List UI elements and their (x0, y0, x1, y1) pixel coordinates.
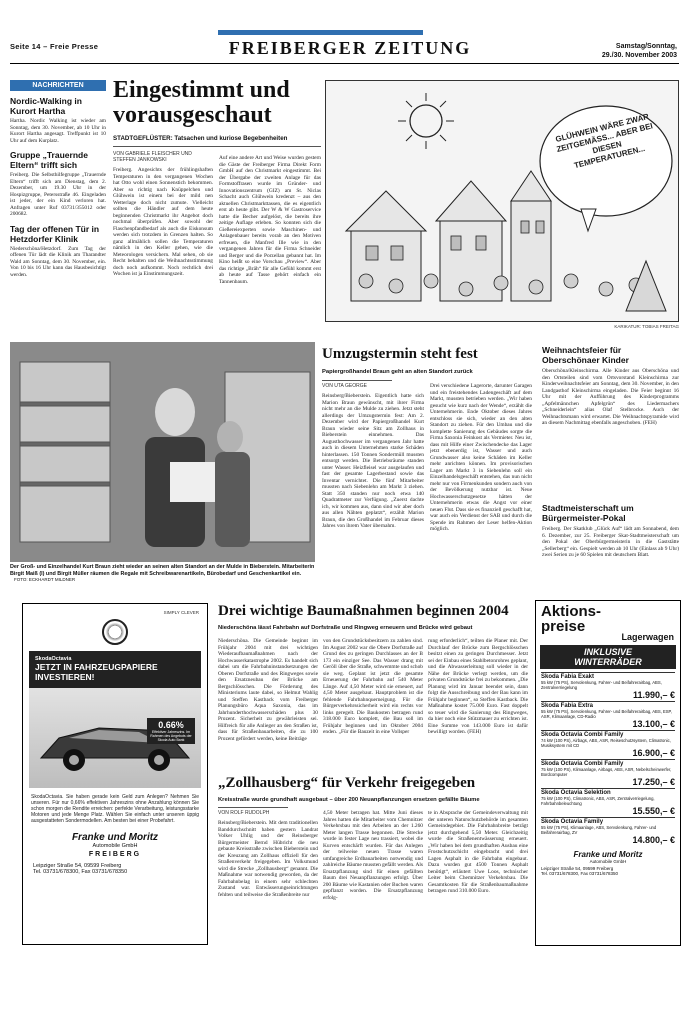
aktion-dealer-name: Franke und Moritz (573, 850, 643, 859)
lead-headline-line1: Eingestimmt und (113, 77, 290, 103)
news-item-body: Hartha. Nordic Walking ist wieder am Sonntag, dem 30. November, ab 10 Uhr in Kurort Hartha angesagt. Treffpunkt ist 10 Uhr auf dem Kurplatz. (10, 118, 106, 144)
offer-price: 16.900,– € (632, 748, 675, 758)
news-item-1 (10, 96, 106, 144)
ad-rate-note: Effektiver Jahreszins. Im Rahmen des Angebots der Skoda Auto Bank (150, 730, 192, 742)
offer-item (541, 672, 675, 701)
offer-price: 15.550,– € (632, 806, 675, 816)
zoll-column-2: 4,50 Meter betragen hat. Mitte Juni dieses Jahres hatten die Mitarbeiter vom Chemnitzer Verkehrsbau mit den Arbeiten an der 1.260 Meter langen Trasse begonnen. Die Strecke wurde in fester Lage neu trassiert, wobei die Kurven entschärft wurden. Für das Anlegen der teilweise neuen Trasse waren umfangreiche Erdbauarbeiten notwendig und zahlreiche Bäume mussten gefällt werden. Als Ersatzpflanzung sind für einen gefällten Baum drei Neuanpflanzungen erfolgt. Über 200 Bäume wie Kastanien oder Buchen waren gepflanzt worden. Die Ersatzpflanzung erfolg- (323, 810, 423, 901)
aktion-dealer-logo (536, 850, 680, 864)
photo-caption (10, 564, 315, 584)
offer-item (541, 817, 675, 846)
aktionspreise-ad (535, 600, 681, 946)
ad-address: Leipziger Straße 54, 09599 Freiberg (33, 863, 122, 869)
offer-item (541, 701, 675, 730)
umzug-column-1: Reinsberg/Bieberstein. Eigentlich hatte sich Marion Braun gewünscht, mit ihrer Firma nicht mehr an die Mulde zu ziehen. Jetzt steht allerdings der Umzugstermin fest: Am 2. Dezember wird der Papiergroßhandel Kurt Braun wieder seine Sitz am Zollhaus in Bieberstein einnehmen. Das Augusthochwasser im vergangenen Jahr hatte auch in diesem Unternehmen starke Schäden hinterlassen. 150 Tonnen Sondermüll mussten entsorgt werden. Die Betriebsräume standen unter Wasser. Heizfleisel war ausgelaufen und fast der gesamte Lagerbestand sowie das Inventar vernichtet. Die fünf Mitarbeiter mussten nach Siebenlehn am Markt 3 ziehen. Statt 350 standen nur noch etwa 140 Quadratmeter zur Verfügung. „Zuerst dachte ich, wir kommen aus, dann sind wir aber doch aus allen Nähten geplatzt“, erzählt Marion Braun, die den Großhandel im Februar dieses Jahres von ihrem Vater übernahm. (322, 393, 424, 529)
umzug-rule (322, 380, 392, 381)
zoll-rule (218, 807, 288, 808)
offer-description: 75 kW (100 PS), Climatronic, ABS, ASR, Zentralverriegelung, Fahrbahnbeleuchtung (541, 796, 655, 806)
photo-caption-text: Der Groß- und Einzelhandel Kurt Braun zieht wieder an seinen alten Standort an der Mulde in Bieberstein. Mitarbeiterin Birgit Maiß (l) und Birgit Müller räumen die Regale mit Schreibwarenartikeln, Bürobedarf und Geschenkartikel ein. (10, 564, 315, 577)
offer-description: 55 kW (75 PS), Klimaanlage, ABS, Servolenkung, Fahrer- und Beifahrerairbag, ZV (541, 825, 657, 835)
skat-body: Freiberg. Der Skatklub „Glück Auf“ lädt am Sonnabend, dem 6. Dezember, zur 25. Freiberger Skat-Stadtmeisterschaft um den Pokal der Oberbürgermeisterin in die Gaststätte „Sellerberg“ ein. Gespielt werden ab 10 Uhr (Einlass ab 9 Uhr) zwei Serien zu je 60 Spielen mit deutschem Blatt. (542, 526, 679, 558)
weihnacht-body: Oberschöna/Kleinschirma. Alle Kinder aus Oberschöna und den Ortsteilen sind vom Ortsvorstand Kleinschirma zur Kinderweihnachtsfeier am Sonntag, dem 30. November, in den Landgasthof Kleinschirma eingeladen. Die Feier beginnt 16 Uhr mit der Aufführung des Kinderprogramms „Apfelmännchen Apfelgrün“ des Liedermachers „Schneiderlein“ alias Olaf Stelbrocke. Auch der Weihnachtsmann wird erwartet. Die Weihnachtspyramide wird an diesem Nachmittag ebenfalls angeschoben. (FEH) (542, 368, 679, 426)
ad-rate: 0.66% (158, 720, 184, 730)
ad-dealer-sub: Automobile GmbH (92, 843, 138, 849)
offer-description: 74 kW (100 PS), Airbags, ABS, ASR, Reiseschutzsystem, Climatronic, Musiksystem mit CD (541, 738, 671, 748)
offer-description: 55 kW (75 PS), Servolenkung, Fahrer- und Beifahrerairbag, ABS, Zentralverriegelung (541, 680, 662, 690)
lead-headline (113, 78, 323, 128)
ad-model: SkodaOctavia (35, 656, 72, 662)
offer-item (541, 788, 675, 817)
page-reference: Seite 14 – Freie Presse (10, 42, 99, 51)
newspaper-masthead: FREIBERGER ZEITUNG (228, 38, 472, 58)
offer-name: Skoda Octavia Combi Family (541, 761, 624, 767)
umzug-column-2: Drei verschiedene Lagerorte, darunter Garagen und ein freistehendes Ladengeschäft auf dem Markt, mussten betrieben werden. „Wir haben gesucht wie kurz nach der Wende“, erzählt die Unternehmerin. Ende Oktober dieses Jahres entschloss sie sich, wieder an den alten Standort zu ziehen. Für den Umbau und die komplette Sanierung des Gebäudes sorgte die Firma Saxonia Feinkost als Vermieter. Neu ist, dass mit Hilfe einer Zwischendecke das Lager jetzt ebenerdig ist, Wasser und auch Grundwasser also keine Schäden im Keller mehr anrichten können. Im provisorischen Lager am Markt 3 in Siebenlehn soll ein Einzelhandelsgeschäft entstehen, das nun nicht mehr nur von Firmenkunden sondern auch von der Bevölkerung nutzbar ist. Neue Hochwasserschutzgesetze hätten der Unternehmerin etwas die Angst vor einer neuen Flut. Dass sie es finanziell geschafft hat, war auch ein Verdienst der SAB und durch die Spende im Rahmen der Leser helfen-Aktion möglich. (430, 383, 532, 532)
offer-list (536, 672, 680, 846)
ad-dealer-logo (23, 832, 207, 858)
news-sidebar-label: NACHRICHTEN (10, 80, 106, 91)
news-item-2 (10, 150, 106, 218)
offer-name: Skoda Octavia Combi Family (541, 732, 624, 738)
ad-dealer-name: Franke und Moritz (71, 832, 159, 843)
offer-name: Skoda Fabia Exakt (541, 674, 595, 680)
offer-price: 11.990,– € (632, 690, 675, 700)
bau-headline: Drei wichtige Baumaßnahmen beginnen 2004 (218, 603, 509, 619)
skat-article (542, 503, 679, 584)
weihnacht-article (542, 345, 679, 510)
skat-headline: Stadtmeisterschaft um Bürgermeister-Pokal (542, 503, 634, 523)
aktion-title-line1: Aktions- (541, 603, 601, 620)
umzug-byline: VON UTA GEORGE (322, 383, 367, 389)
offer-price: 14.800,– € (632, 835, 675, 845)
zoll-headline: „Zollhausberg“ für Verkehr freigegeben (218, 775, 476, 791)
offer-price: 13.100,– € (632, 719, 675, 729)
news-photo-warehouse (10, 342, 315, 562)
lead-column-2: Auf eine andere Art und Weise wurden gestern die Gäste der Freiberger Firma Direkt Form GmbH auf den Christmarkt eingestimmt. Bei der Übergabe der zweiten Anlage für das Formstoffrasen wurde im Gründer- und Innovationszentrum (GIZ) am St. Niclas Schacht auch Glühwein kredenzt – aus den aktuellen Christmarkttassen, die es eigentlich erst ab heute gibt. Der W & W Gastroservice hatte die Becher aufgelöst, die bereits ihre zeitige Auflage erleben. So konnten sich die Gießereiexperten sowie Maschinen- und Anlagenbauer bereits vorab an den Motiven erfreuen, die Manfred Ille wie in den vergangenen Jahren für die Firma Schneider und Berger und die Porzellan gebannt hat. Im Kino heißt so eine Vorschau „Preview“. Aber das richtige „Bräh“ für alle Gefühl kommt erst ab heute auf Tasse gehört einfach ein Tannenbaum. (219, 155, 321, 285)
bau-column-3: rung erforderlich“, teilten die Planer mit. Der Durchlauf der Brücke zum Bergschlösschen besitzt einen zu geringen Durchmesser. Jetzt sei der Einbau eines Stahlbetonrohres geplant, und die Abwasserleitung soll wieder in der Nähe der Brücke verlegt werden, um die privaten Grundstücke frei zu bekommen. „Die Planung wird im Januar beendet sein, dann folgt die Ausschreibung und der Bau kann im Frühjahr beginnen“, so Steffen Kastback. Die Maßnahme kostet 75.000 Euro. Fast doppelt so teuer wird die Sanierung des Ringweges, da hier noch eine Stützmauer zu errichten ist. Eine Summe von 143.000 Euro ist dafür bewilligt worden. (FEH) (428, 638, 528, 735)
bau-column-2: von den Grundstücksbesitzern zu zahlen sind. Im August 2002 war die Obere Dorfstraße auf Grund des zu geringen Durchlasses an der B 173 ein einziger See. Das Wasser drang mit Geröll über die Straße, schwemmte und schob sie weg. Geplant ist jetzt die gesamte Erneuerung der Fahrbahn auf 540 Meter Länge. Auf 4,50 Meter wird sie erneuert, auf 4,50 Meter ausgebaut. Hauptproblem ist die fehlende Fahrbahnquerneigung. Für die Bürgerverkehrssicherheit wird ein rechts vor links geregelt. Die Baukosten betragen rund 318.000 Euro komplett, die Bau soll im Frühjahr beginnen und im Oktober 2004 enden. „Für die Bauzeit in eine Vollsper (323, 638, 423, 735)
zoll-column-1: Reinsberg/Bieberstein. Mit dem traditionellen Banddurchschnitt haben gestern Landrat Volker Uhlig und der Reinsberger Bürgermeister Bernd Hübricht die neu gebaute Kreisstraße zwischen Bieberstein und der Kreuzung am Zollhaus offiziell für den Straßenverkehr freigegeben. Im Volksmund wird die Strecke „Zollhausberg“ genannt. Die Maßnahme war notwendig geworden, da der Fahrbahnbelag in einem sehr schlechten Zustand war. Entwässerungseinrichtungen fehlten und teilweise die Straßenbreite nur (218, 820, 318, 898)
lead-headline-line2: vorausgeschaut (113, 102, 272, 128)
lead-column-1: Freiberg. Angesichts der frühlingshaften Temperaturen in den vergangenen Wochen hat Otto wohl einen Sonnenstich bekommen. Aber so richtig nach Knüppelchen und Glühwein ist einem bei der mild nen Wetterlage doch nicht zumute. Vielleicht sollten die Händler auf dem heute beginnenden Christmarkt ihr Angebot doch nochmal überprüfen. Aber sowohl der Flaschenpfandbedarf als auch die Eiskonsum werden sich trotzdem in Grenzen halten. So ganz allmählich sollen die Temperaturen nämlich in den Keller gehen, wie die Meteorologen versichern. Mal sehen, ob sie Recht behalten und die Weihnachtsstimmung doch noch aufkommt. Noch rechtlich drei Wochen ist ja Einstimmungszeit. (113, 167, 213, 277)
photo-scene (10, 342, 315, 562)
aktion-subtitle: Lagerwagen (621, 632, 674, 642)
zoll-byline: VON ROLF RUDOLPH (218, 810, 270, 816)
photo-credit: FOTO: ECKHARDT MILDNER (14, 577, 76, 582)
issue-date (602, 42, 677, 60)
aktion-banner-line2: WINTERRÄDER (574, 657, 642, 667)
offer-name: Skoda Fabia Extra (541, 703, 594, 709)
editorial-cartoon (325, 80, 679, 322)
aktion-banner (540, 645, 676, 669)
issue-date-line1: Samstag/Sonntag, (615, 43, 677, 50)
offer-item (541, 759, 675, 788)
ad-rate-badge (147, 718, 195, 744)
cartoon-speech-text: GLÜHWEIN WÄRE ZWAR ZEITGEMÄSS... ABER BEI DIESEN TEMPERATUREN... (554, 111, 654, 171)
lead-byline: VON GABRIELE FLEISCHER UND STEFFEN JANKOWSKI (113, 151, 192, 163)
ad-body: SkodaOctavia. Sie haben gerade kein Geld zum Anlegen? Nehmen Sie unseren. Für nur 0,66% effektiven Jahreszins ohne Anzahlung können Sie schon morgen die Rendite erreichen: perfekte Verarbeitung, leistungsstarke Motoren und jede Menge Platz. Wählen Sie einfach unter unseren üppig ausgestatteten Sondermodellen. Am besten bei einer Probefahrt. (31, 794, 199, 824)
offer-description: 55 kW (75 PS), Servolenkung, Fahrer- und Beifahrerairbag, ABS, ESP, ASR, Klimaanlage, CD-Radio (541, 709, 672, 719)
cartoon-credit: KARIKATUR: TOBIAS FREITAG (614, 324, 679, 329)
umzug-headline: Umzugstermin steht fest (322, 346, 478, 362)
header-rule (10, 63, 679, 64)
offer-price: 17.250,– € (632, 777, 675, 787)
ad-phone: Tel. 03731/678300, Fax 03731/678350 (33, 869, 128, 875)
ad-car-image (29, 688, 201, 788)
weihnacht-headline: Weihnachtsfeier für Oberschönaer Kinder (542, 345, 629, 365)
zoll-subhead: Kreisstraße wurde grundhaft ausgebaut – über 200 Neuanpflanzungen ersetzen gefällte Bäume (218, 797, 480, 803)
aktion-title-line2: preise (541, 618, 586, 635)
aktion-phone: Tel. 03731/678300, Fax 03731/678350 (541, 871, 619, 876)
aktion-title (536, 601, 680, 634)
news-item-body: Niederschöna/Hetzdorf. Zum Tag der offenen Tür lädt die Klinik am Tharandter Wald am Sonntag, dem 30. November, ein. Von 10 bis 16 Uhr kann das Hausbesichtigt werden. (10, 245, 106, 278)
zoll-column-3: te in Absprache der Gemeindeverwaltung mit der unteren Naturschutzbehörde im gesamten Gemeindegebiet. Die Fahrbahnbreite beträgt jetzt durchgehend 5,50 Meter. Gleichzeitig wurde die Straßenentwässerung erneuert. „Wir haben bei dem grundhaften Ausbau eine Frostschutzschicht eingebracht und drei Lagen Asphalt in die Fahrbahn eingebaut. Dazu wurden gut 4500 Tonnen Asphalt benötigt“, erläutert Uwe Loos, technischer Leiter beim Chemnitzer Verkehrsbau. Die Gesamtkosten für die Straßenbaumaßnahme betragen rund 310.000 Euro. (428, 810, 528, 894)
bau-subhead: Niederschöna lässt Fahrbahn auf Dorfstraße und Ringweg erneuern und Brücke wird gebaut (218, 625, 473, 631)
ad-tagline: SIMPLY CLEVER (163, 610, 199, 615)
lead-subhead: STADTGEFLÜSTER: Tatsachen und kuriose Begebenheiten (113, 135, 288, 142)
news-item-headline: Nordic-Walking in Kurort Hartha (10, 96, 82, 116)
aktion-banner-line1: INKLUSIVE (583, 647, 632, 657)
aktion-dealer-sub: Automobile GmbH (589, 859, 627, 864)
issue-date-line2: 29./30. November 2003 (601, 52, 677, 59)
lead-subhead-rule (113, 146, 321, 147)
news-sidebar (10, 80, 106, 338)
skoda-ad (22, 603, 208, 945)
news-item-3 (10, 224, 106, 279)
offer-name: Skoda Octavia Selektion (541, 790, 611, 796)
offer-description: 75 kW (100 PS), Klimaanlage, Airbags, ABS, ASR, Nebelscheinwerfer, Bordcomputer (541, 767, 672, 777)
ad-city: FREIBERG (88, 851, 142, 858)
news-item-headline: Tag der offenen Tür in Hetzdorfer Klinik (10, 223, 100, 244)
bau-column-1: Niederschöna. Die Gemeinde beginnt im Frühjahr 2004 mit drei wichtigen Wiederaufbaumaßnahmen nach der Hochwasserkatastrophe 2002. Es handelt sich dabei um die Fahrbahninstandsetzungen der Oberen Dorfstraße und des Ringweges sowie den Ersatzneubau der Brücke am Bergschlösschen. Die Förderung des Ministeriums laute dabei, so Helmut Wahlig und Steffen Kastback vom Freiberger Planungsbüro Aqua Saxonia, das im Jahrhunderthochwasserschäden plus 30 Prozent. Sicherheit zu gewährleisten sei. Hilfreich für alle Anlieger an den Straßen ist, dass für Straßenbauarbeiten, die zu 100 Prozent gefördert werden, keine Beiträge (218, 638, 318, 742)
news-item-headline: Gruppe „Trauernde Eltern“ trifft sich (10, 150, 88, 170)
aktion-address: Leipziger Straße 54, 09599 Freiberg (541, 866, 614, 871)
ad-slogan-line2: INVESTIEREN! (35, 672, 95, 682)
offer-name: Skoda Octavia Family (541, 819, 604, 825)
ad-slogan-line1: JETZT IN FAHRZEUGPAPIERE (35, 662, 158, 672)
news-item-body: Freiberg. Die Selbsthilfegruppe „Trauernde Eltern“ trifft sich am Dienstag, dem 2. Dezember, um 19.30 Uhr in der Hospizgruppe, Petersstraße 46. Eingeladen ist jeder, der ein Kind verloren hat. Anfragen unter Ruf 03731/355012 oder 200682. (10, 172, 106, 217)
masthead-accent-bar (218, 30, 423, 35)
offer-item (541, 730, 675, 759)
umzug-subhead: Papiergroßhandel Braun geht an alten Standort zurück (322, 369, 473, 375)
ad-dark-banner (29, 651, 201, 688)
skoda-logo-icon (102, 619, 128, 645)
